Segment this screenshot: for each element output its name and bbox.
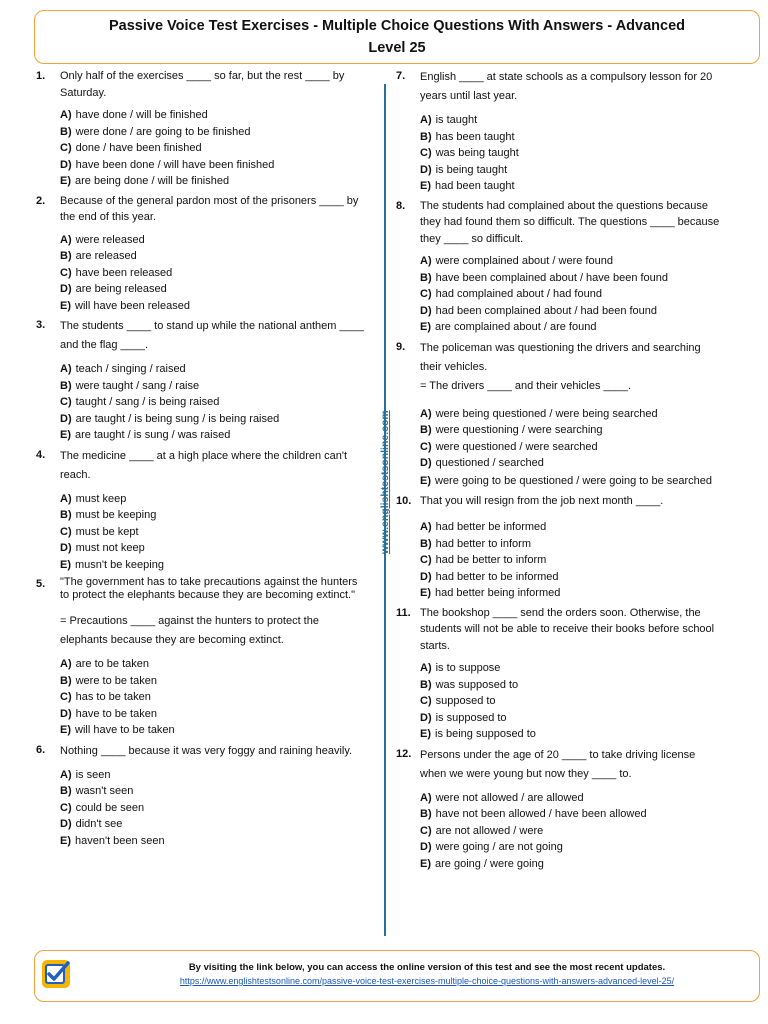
option-d[interactable] [60,411,366,428]
option-letter: A) [60,658,72,670]
option-e[interactable] [420,319,724,336]
option-letter: D) [60,158,72,171]
option-letter: B) [60,785,72,797]
option-letter: C) [420,554,432,566]
option-b[interactable] [420,536,724,553]
question-text: English ____ at state schools as a compulsory lesson for 20 years until last year. [420,71,713,102]
option-letter: A) [60,233,72,246]
option-a[interactable] [420,112,724,129]
option-b[interactable] [60,378,366,395]
option-letter: B) [420,130,432,143]
question-text: Persons under the age of 20 ____ to take driving license when we were young but now they ____ to. [420,748,696,780]
option-text: were going to be questioned / were going to be searched [435,474,713,487]
question-rewrite: = Precautions ____ against the hunters to protect the elephants because they are becoming extinct. [60,615,319,646]
option-text: are taught / is sung / was raised [75,429,231,441]
question-2 [36,193,366,226]
option-letter: E) [420,587,431,599]
option-letter: D) [420,304,432,317]
option-c[interactable] [420,693,724,710]
option-letter: B) [420,537,432,550]
option-letter: E) [60,429,71,441]
question-8 [396,198,724,248]
question-number: 1. [36,70,46,82]
option-letter: D) [420,570,432,583]
option-text: are taught / is being sung / is being raised [75,412,280,425]
question-9 [396,339,724,396]
option-c[interactable] [60,524,366,541]
question-number: 3. [36,319,46,331]
option-d[interactable] [420,569,724,586]
option-c[interactable] [60,800,366,817]
option-e[interactable] [60,173,366,190]
option-text: were not allowed / are allowed [435,791,584,804]
option-text: are not allowed / were [435,824,544,837]
option-text: had been complained about / had been found [435,304,658,317]
option-b[interactable] [60,248,366,265]
option-text: had been taught [435,180,515,192]
option-d[interactable] [420,710,724,727]
option-text: were taught / sang / raise [75,379,200,392]
option-letter: E) [420,474,431,487]
option-text: must keep [75,492,127,505]
option-c[interactable] [420,286,724,303]
option-text: must be keeping [75,509,157,521]
question-text: Nothing ____ because it was very foggy and raining heavily. [60,744,353,757]
watermark-vertical [376,404,394,556]
question-number: 10. [396,494,412,507]
question-11 [396,605,724,655]
option-e[interactable] [60,298,366,315]
option-letter: C) [60,691,72,703]
option-c[interactable] [420,823,724,840]
option-text: were to be taken [75,674,157,687]
option-text: were released [75,233,145,246]
option-letter: B) [420,271,432,284]
option-e[interactable] [420,178,724,195]
option-letter: E) [60,175,71,187]
option-text: taught / sang / is being raised [75,396,220,408]
question-text: The medicine ____ at a high place where the children can't reach. [60,449,348,481]
options-8 [420,253,724,336]
options-11 [420,660,724,743]
question-number: 2. [36,194,46,207]
option-letter: D) [60,412,72,425]
option-letter: C) [420,147,432,159]
option-text: were being questioned / were being searched [435,407,658,420]
option-letter: B) [420,808,432,820]
option-d[interactable] [60,281,366,298]
option-b[interactable] [420,806,724,823]
question-text: That you will resign from the job next month ____. [420,494,664,507]
question-1 [36,68,366,101]
option-text: is supposed to [435,711,507,724]
question-rewrite: = The drivers ____ and their vehicles ____. [420,379,632,392]
option-text: are being released [75,283,167,295]
option-b[interactable] [420,129,724,146]
option-a[interactable] [420,660,724,677]
option-c[interactable] [420,145,724,162]
option-e[interactable] [60,833,366,850]
option-letter: B) [60,509,72,521]
option-letter: E) [420,857,431,870]
question-number: 9. [396,340,406,353]
option-d[interactable] [60,157,366,174]
question-text: The students ____ to stand up while the national anthem ____ and the flag ____. [60,320,364,351]
option-letter: E) [60,834,71,847]
question-text: Only half of the exercises ____ so far, but the rest ____ by Saturday. [60,70,345,99]
option-d[interactable] [420,303,724,320]
option-c[interactable] [60,265,366,282]
option-letter: A) [420,791,432,804]
option-text: were complained about / were found [435,255,613,267]
option-text: is to suppose [435,662,501,674]
option-text: had be better to inform [435,554,547,566]
option-letter: B) [60,379,72,392]
option-text: had better being informed [435,587,561,599]
option-letter: B) [60,250,72,262]
option-letter: A) [420,662,432,674]
option-d[interactable] [420,839,724,856]
footer-box [34,950,760,1002]
option-letter: D) [420,711,432,724]
option-b[interactable] [60,507,366,524]
option-b[interactable] [420,422,724,439]
option-text: are released [75,250,137,262]
left-column [36,68,366,852]
option-text: had complained about / had found [435,288,602,300]
option-text: have been done / will have been finished [75,158,275,171]
question-quote: "The government has to take precautions against the hunters to protect the elephants because they are becoming extinct." [60,576,358,601]
option-b[interactable] [420,270,724,287]
option-text: are complained about / are found [435,321,597,333]
question-6 [36,742,366,761]
option-letter: E) [420,180,431,192]
option-text: supposed to [435,695,496,707]
options-3 [60,361,366,444]
options-5 [60,656,366,739]
question-7 [396,68,724,106]
question-text: The bookshop ____ send the orders soon. Otherwise, the students will not be able to receive their books before school starts. [420,606,715,652]
option-letter: D) [60,818,72,830]
option-text: have not been allowed / have been allowed [435,808,647,820]
watermark-text: www.englishtestsonline.com [379,410,391,554]
question-12 [396,746,724,784]
option-c[interactable] [420,552,724,569]
question-text: Because of the general pardon most of the prisoners ____ by the end of this year. [60,194,359,223]
option-text: was being taught [435,147,519,159]
option-a[interactable] [60,767,366,784]
options-12 [420,790,724,873]
option-d[interactable] [60,540,366,557]
options-9 [420,406,724,490]
question-statement: The policeman was questioning the drivers and searching their vehicles. [420,341,701,373]
question-number: 6. [36,743,46,756]
option-letter: B) [60,125,72,138]
option-letter: C) [420,695,432,707]
option-text: haven't been seen [75,834,165,847]
option-text: could be seen [75,801,145,814]
option-letter: D) [60,707,72,720]
question-text [60,576,366,650]
option-letter: A) [420,255,432,267]
option-e[interactable] [420,856,724,873]
option-text: must be kept [75,525,139,538]
option-letter: C) [60,801,72,814]
option-letter: E) [60,724,71,736]
option-text: musn't be keeping [75,558,164,571]
option-e[interactable] [420,472,724,490]
option-text: have been released [75,266,173,279]
option-text: were questioned / were searched [435,440,598,453]
option-e[interactable] [60,557,366,574]
question-text [420,339,724,396]
option-a[interactable] [60,107,366,124]
option-text: didn't see [75,818,123,830]
option-a[interactable] [60,656,366,673]
question-5 [36,576,366,650]
option-letter: A) [60,492,72,505]
option-text: have been complained about / have been found [435,271,669,284]
option-text: is being taught [435,163,508,176]
option-letter: C) [60,142,72,154]
option-letter: B) [60,674,72,687]
option-letter: D) [420,457,432,469]
option-a[interactable] [420,406,724,423]
option-letter: C) [420,440,432,453]
option-letter: C) [60,266,72,279]
option-letter: C) [60,396,72,408]
option-letter: D) [60,542,72,554]
option-letter: E) [420,321,431,333]
question-text: The students had complained about the questions because they had found them so difficult. The questions ____ because they ____ so difficult. [420,199,720,245]
option-a[interactable] [60,491,366,508]
option-text: was supposed to [435,678,519,691]
option-text: questioned / searched [435,457,544,469]
option-a[interactable] [60,232,366,249]
page-title-line-2: Level 25 [368,40,426,56]
question-10 [396,493,724,510]
footer-note: By visiting the link below, you can access the online version of this test and see the most recent updates. [188,962,666,973]
option-letter: E) [420,728,431,740]
option-text: has to be taken [75,691,151,703]
option-text: is seen [75,768,111,781]
options-2 [60,232,366,315]
option-text: has been taught [435,130,515,143]
question-number: 8. [396,199,406,212]
option-b[interactable] [60,673,366,690]
option-letter: A) [420,114,432,126]
option-letter: E) [60,558,71,571]
option-b[interactable] [60,783,366,800]
options-10 [420,519,724,602]
option-letter: D) [420,841,432,853]
option-e[interactable] [60,427,366,444]
options-7 [420,112,724,195]
option-letter: A) [420,521,432,533]
option-text: have done / will be finished [75,109,208,121]
option-d[interactable] [420,162,724,179]
right-column [396,68,724,875]
question-number: 7. [396,70,406,82]
footer-link[interactable]: https://www.englishtestsonline.com/passive-voice-test-exercises-multiple-choice-questions-with-answers-advanced-level-25/ [179,976,675,986]
option-text: were done / are going to be finished [75,125,251,138]
option-d[interactable] [60,816,366,833]
option-letter: C) [60,525,72,538]
option-e[interactable] [420,726,724,743]
option-text: are going / were going [435,857,544,870]
option-c[interactable] [420,439,724,456]
option-letter: C) [420,288,432,300]
option-d[interactable] [420,455,724,472]
option-text: will have been released [75,299,190,312]
option-letter: A) [60,768,72,781]
option-text: are to be taken [75,658,149,670]
question-4 [36,447,366,485]
title-box [34,10,760,64]
option-a[interactable] [420,790,724,807]
option-text: done / have been finished [75,142,202,154]
option-text: were questioning / were searching [435,424,603,436]
option-a[interactable] [60,361,366,378]
option-a[interactable] [420,253,724,270]
option-text: had better be informed [435,521,547,533]
option-a[interactable] [420,519,724,536]
option-text: have to be taken [75,707,157,720]
option-letter: C) [420,824,432,837]
option-text: had better to be informed [435,570,559,583]
question-number: 11. [396,606,411,619]
option-text: are being done / will be finished [75,175,230,187]
option-letter: D) [420,163,432,176]
options-1 [60,107,366,190]
option-letter: A) [420,407,432,420]
option-text: teach / singing / raised [75,363,186,375]
question-number: 12. [396,747,412,760]
option-text: will have to be taken [75,724,175,736]
option-b[interactable] [420,677,724,694]
checkmark-logo-icon [41,959,71,989]
option-text: wasn't seen [75,785,134,797]
option-e[interactable] [60,722,366,739]
option-b[interactable] [60,124,366,141]
option-c[interactable] [60,140,366,157]
question-number: 4. [36,448,46,461]
option-letter: B) [420,424,432,436]
option-text: were going / are not going [435,841,563,853]
option-text: must not keep [75,542,145,554]
option-letter: B) [420,678,432,691]
option-c[interactable] [60,689,366,706]
option-letter: E) [60,299,71,312]
question-3 [36,317,366,355]
question-number: 5. [36,578,46,590]
options-4 [60,491,366,574]
option-text: is being supposed to [435,728,536,740]
option-e[interactable] [420,585,724,602]
option-text: had better to inform [435,537,531,550]
option-letter: D) [60,283,72,295]
option-c[interactable] [60,394,366,411]
option-text: is taught [435,114,478,126]
page-title-line-1: Passive Voice Test Exercises - Multiple Choice Questions With Answers - Advanced [108,18,686,34]
option-letter: A) [60,109,72,121]
option-letter: A) [60,363,72,375]
option-d[interactable] [60,706,366,723]
options-6 [60,767,366,850]
